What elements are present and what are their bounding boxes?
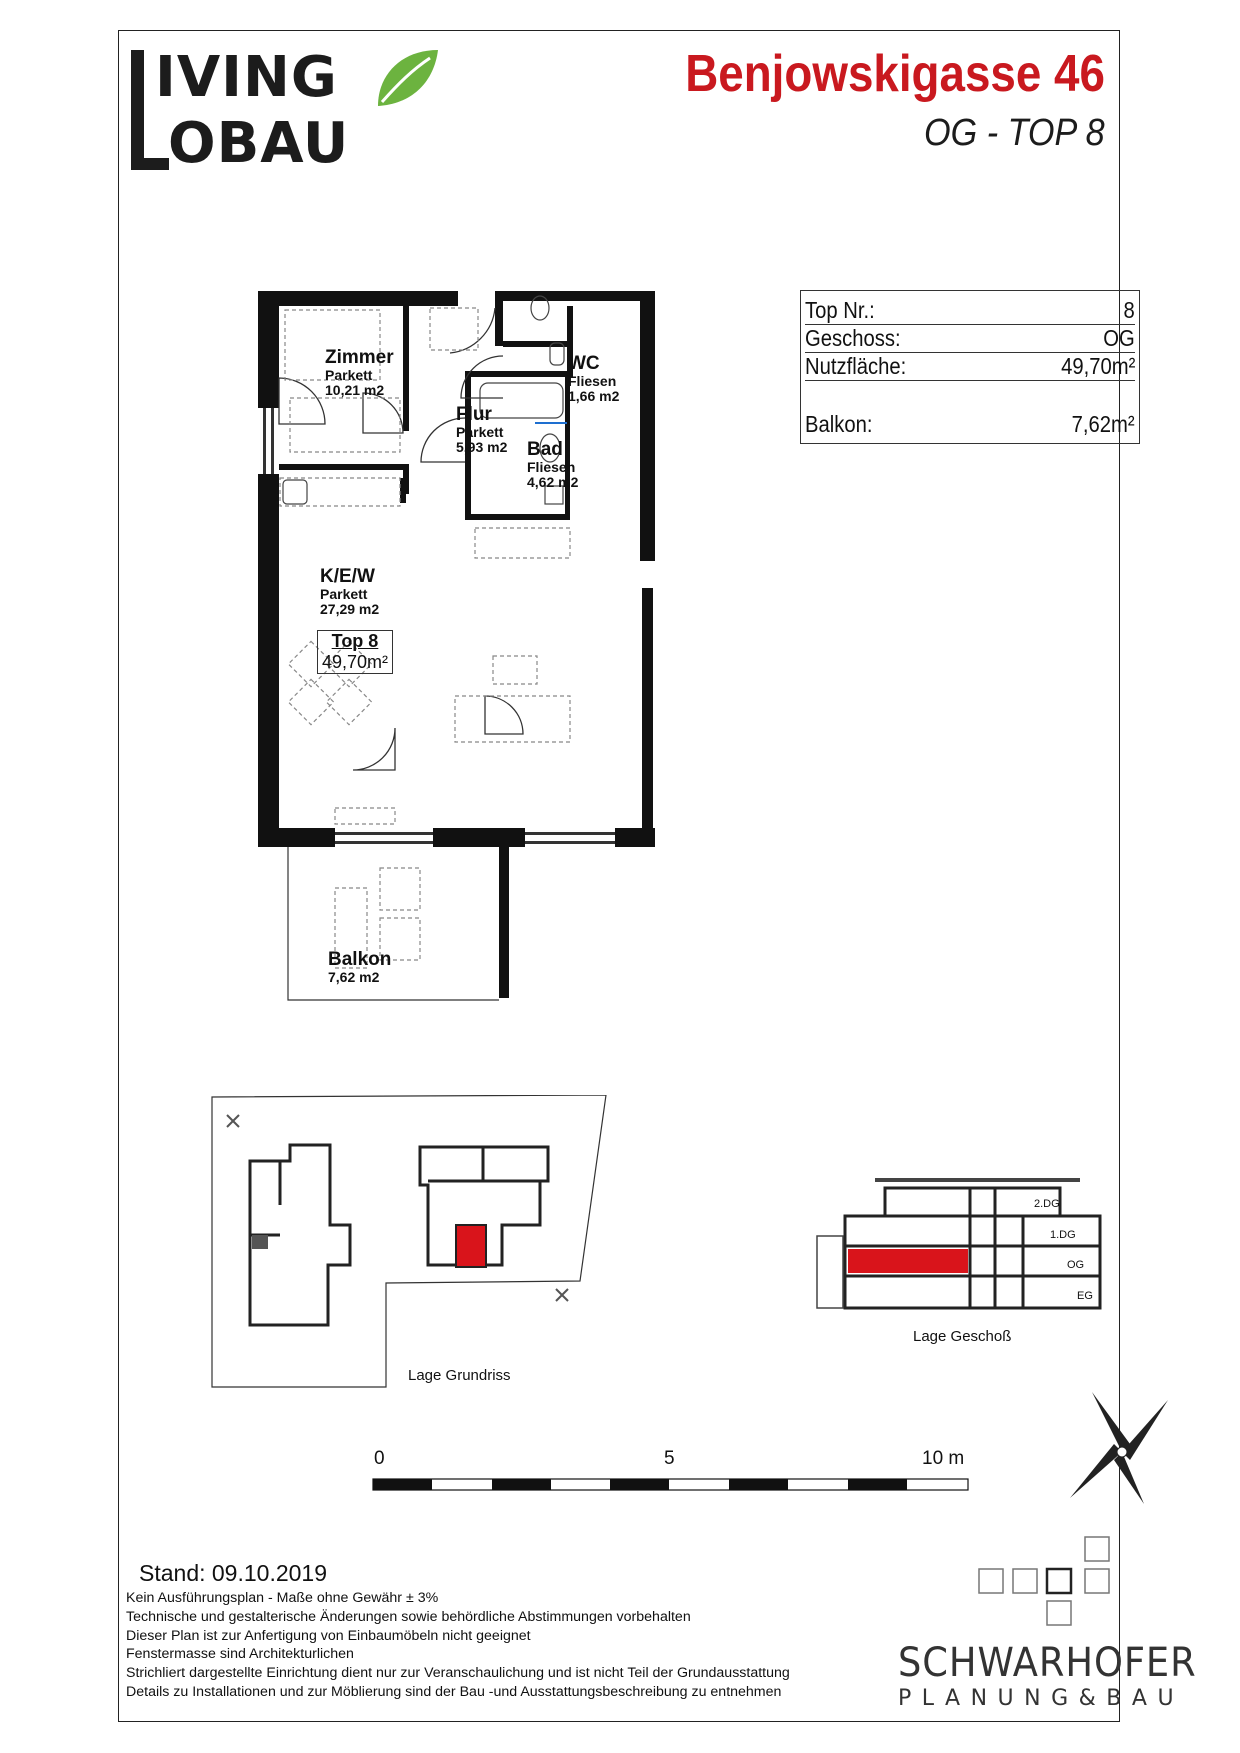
room-zimmer — [325, 348, 394, 397]
room-floor: Parkett — [456, 423, 504, 440]
scale-label-10: 10 m — [922, 1448, 965, 1469]
stand-date: Stand: 09.10.2019 — [139, 1560, 327, 1586]
note-line: Kein Ausführungsplan - Maße ohne Gewähr ± 3% — [126, 1590, 439, 1606]
compass-icon — [1060, 1390, 1180, 1510]
info-row-geschoss — [805, 325, 1135, 353]
window-balcony-left — [335, 827, 433, 849]
info-value: 7,62m² — [1071, 411, 1135, 437]
window-balcony-right — [525, 827, 615, 849]
room-area: 27,29 m2 — [320, 600, 380, 617]
note-line: Dieser Plan ist zur Anfertigung von Einbaumöbeln nicht geeignet — [126, 1627, 531, 1644]
floor-label-eg: EG — [1077, 1290, 1093, 1302]
room-name: Flur — [456, 404, 492, 425]
room-floor: Fliesen — [527, 458, 576, 475]
logo-bar-foot — [131, 158, 169, 170]
info-row-top — [805, 297, 1135, 325]
site-plan — [210, 1095, 610, 1395]
room-area: 5,93 m2 — [456, 438, 508, 455]
logo-line1: IVING — [155, 45, 338, 110]
floor-label-1dg: 1.DG — [1050, 1229, 1076, 1241]
room-area: 10,21 m2 — [325, 381, 385, 398]
address-title: Benjowskigasse 46 — [685, 45, 1105, 103]
info-row-balkon — [805, 411, 1135, 438]
room-name: Bad — [527, 439, 563, 460]
logo-bar — [131, 50, 144, 170]
leaf-icon — [372, 44, 442, 114]
room-name: Zimmer — [325, 347, 394, 368]
info-label: Top Nr.: — [805, 297, 875, 323]
room-area: 7,62 m2 — [328, 968, 380, 985]
door-zimmer-window — [279, 378, 325, 424]
room-floor: Parkett — [325, 366, 373, 383]
floor-highlight — [848, 1249, 968, 1273]
disclaimer-notes — [126, 1589, 790, 1702]
section-diagram — [815, 1170, 1135, 1330]
room-floor: Parkett — [320, 585, 368, 602]
top-tag — [317, 630, 393, 674]
north-marker-icon — [227, 1115, 568, 1301]
floor-label-og: OG — [1067, 1259, 1085, 1271]
info-value: OG — [1103, 325, 1135, 351]
scale-bar — [372, 1478, 970, 1492]
room-name: Balkon — [328, 949, 392, 970]
info-label: Balkon: — [805, 411, 873, 437]
scale-label-5: 5 — [664, 1448, 675, 1469]
info-value: 49,70m² — [1060, 353, 1135, 379]
wall-north-1 — [258, 291, 458, 306]
room-area: 1,66 m2 — [568, 387, 620, 404]
note-line: Details zu Installationen und zur Möblierung sind der Bau -und Ausstattungsbeschreibung zu entnehmen — [126, 1683, 782, 1700]
room-name: K/E/W — [320, 566, 375, 587]
wall-north-2 — [495, 291, 655, 301]
scale-label-0: 0 — [374, 1448, 385, 1469]
wall-east-lower — [642, 588, 653, 828]
info-label: Nutzfläche: — [805, 353, 907, 379]
note-line: Technische und gestalterische Änderungen sowie behördliche Abstimmungen vorbehalten — [126, 1608, 691, 1625]
room-area: 4,62 m2 — [527, 473, 579, 490]
balcony-wall — [499, 844, 509, 998]
wall-west — [258, 291, 279, 847]
note-line: Strichliert dargestellte Einrichtung dient nur zur Veranschaulichung und ist nicht Teil der Grundausstattung — [126, 1665, 790, 1682]
floor-label-2dg: 2.DG — [1034, 1198, 1060, 1210]
site-plan-caption: Lage Grundriss — [408, 1367, 511, 1384]
info-label: Geschoss: — [805, 325, 901, 351]
company-subtitle: PLANUNG&BAU — [898, 1686, 1185, 1711]
logo-line2: OBAU — [168, 111, 350, 176]
wall-wc-west — [495, 291, 503, 346]
room-kew — [320, 567, 379, 616]
info-value: 8 — [1123, 297, 1135, 323]
wall-east-upper — [640, 291, 655, 561]
info-row-nutzflaeche — [805, 353, 1135, 381]
company-name: SCHWARHOFER — [898, 1640, 1197, 1686]
room-name: WC — [568, 353, 600, 374]
top-tag-area: 49,70m² — [321, 652, 389, 672]
info-table — [800, 290, 1140, 444]
room-bad — [527, 440, 578, 489]
room-balkon — [328, 950, 391, 985]
room-flur — [456, 405, 507, 454]
section-caption: Lage Geschoß — [913, 1328, 1012, 1345]
top-tag-title: Top 8 — [331, 631, 379, 651]
schwarhofer-logo-icon — [975, 1535, 1115, 1635]
unit-highlight — [456, 1225, 486, 1267]
unit-subtitle: OG - TOP 8 — [924, 112, 1105, 154]
room-wc — [568, 354, 619, 403]
window-zimmer — [256, 408, 282, 474]
room-floor: Fliesen — [568, 372, 617, 389]
note-line: Fenstermasse sind Architekturlichen — [126, 1646, 354, 1663]
